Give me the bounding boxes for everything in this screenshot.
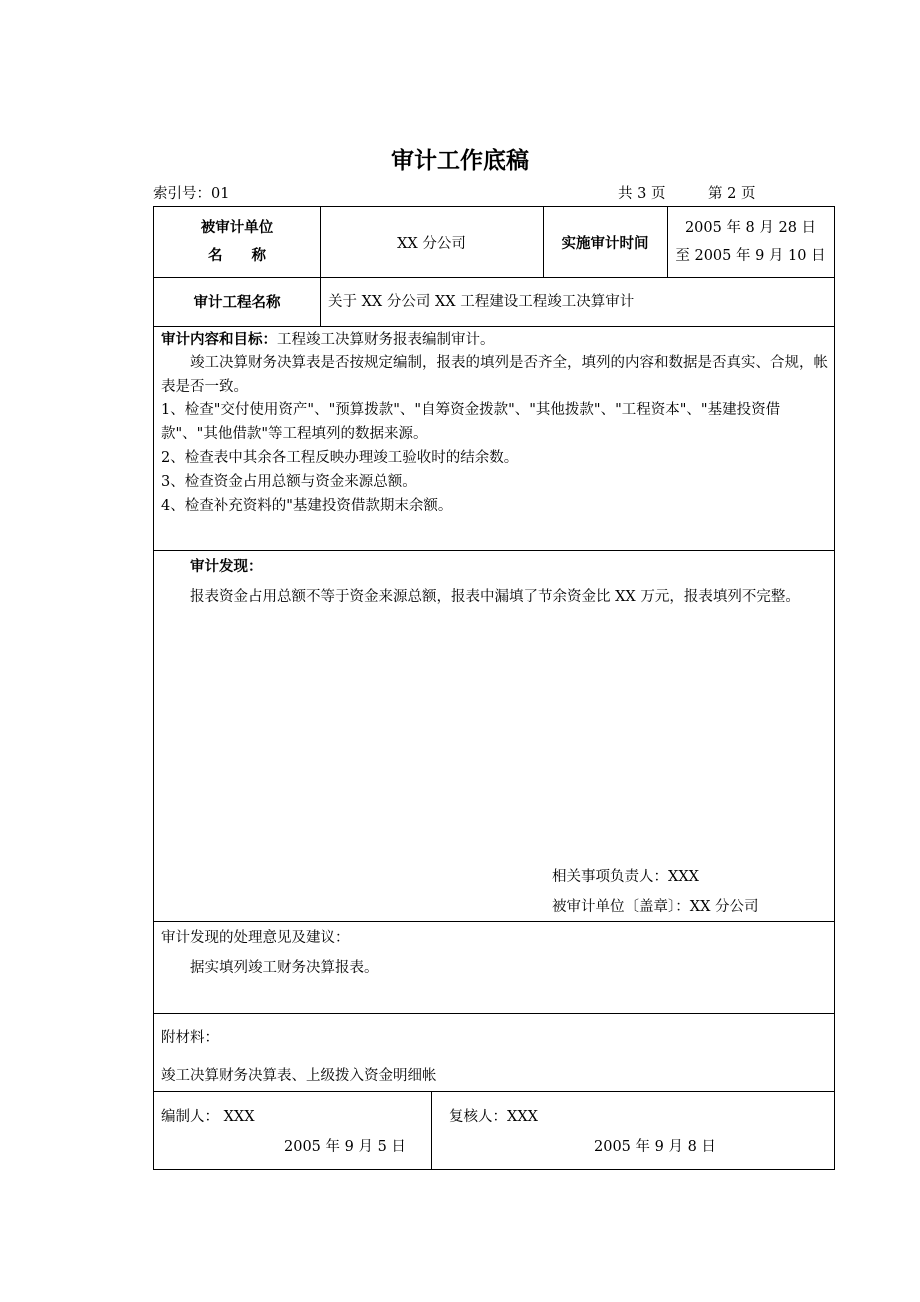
- audit-time-label: 实施审计时间: [561, 235, 649, 252]
- findings-text: 报表资金占用总额不等于资金来源总额，报表中漏填了节余资金比 XX 万元，报表填列不完整。: [190, 589, 800, 605]
- audited-unit-label-line1: 被审计单位: [200, 220, 274, 236]
- findings-heading: 审计发现：: [190, 559, 263, 575]
- suggestions-text: 据实填列竣工财务决算报表。: [190, 960, 379, 976]
- content-heading-line: [161, 330, 495, 350]
- reviewer: 复核人：XXX: [449, 1109, 538, 1125]
- content-heading: 审计内容和目标：: [161, 332, 277, 348]
- page-current: 第 2 页: [708, 186, 756, 202]
- audited-unit-value: XX 分公司: [397, 235, 466, 252]
- page-title: 审计工作底稿: [391, 148, 529, 174]
- row-divider: [154, 326, 834, 327]
- content-intro: 竣工决算财务决算表是否按规定编制，报表的填列是否齐全，填列的内容和数据是否真实、合规，帐表是否一致。: [161, 355, 828, 395]
- content-item-3: 3、检查资金占用总额与资金来源总额。: [161, 474, 417, 490]
- reviewer-date: 2005 年 9 月 8 日: [594, 1139, 716, 1155]
- row-divider: [154, 550, 834, 551]
- audited-unit-seal: 被审计单位〔盖章〕：XX 分公司: [552, 899, 759, 915]
- audited-unit-label-line2: 名 称: [208, 248, 266, 264]
- suggestions-heading: 审计发现的处理意见及建议：: [161, 930, 350, 946]
- workpaper-table: [153, 206, 835, 1170]
- preparer-date: 2005 年 9 月 5 日: [284, 1139, 406, 1155]
- col-divider: [431, 1091, 432, 1170]
- project-label: 审计工程名称: [193, 295, 281, 311]
- responsible-person: 相关事项负责人：XXX: [552, 869, 699, 885]
- content-item-4: 4、检查补充资料的"基建投资借款期末余额。: [161, 498, 453, 514]
- project-value: 关于 XX 分公司 XX 工程建设工程竣工决算审计: [328, 294, 635, 310]
- preparer: 编制人： XXX: [161, 1109, 255, 1125]
- content-item-1: 1、检查"交付使用资产"、"预算拨款"、"自筹资金拨款"、"其他拨款"、"工程资本"、"基建投资借款"、"其他借款"等工程填列的数据来源。: [161, 402, 781, 442]
- page-total: 共 3 页: [618, 186, 666, 202]
- audited-unit-label: [154, 207, 320, 277]
- row-divider: [154, 1091, 834, 1092]
- row-divider: [154, 921, 834, 922]
- attachments-heading: 附材料：: [161, 1030, 219, 1046]
- audit-time-to: 至 2005 年 9 月 10 日: [675, 248, 826, 264]
- index-number: 索引号：01: [153, 186, 230, 202]
- attachments-text: 竣工决算财务决算表、上级拨入资金明细帐: [161, 1068, 437, 1084]
- audit-time-from: 2005 年 8 月 28 日: [684, 220, 817, 236]
- content-heading-text: 工程竣工决算财务报表编制审计。: [277, 332, 495, 348]
- audit-time-value: [667, 207, 834, 277]
- row-divider: [154, 1013, 834, 1014]
- content-item-2: 2、检查表中其余各工程反映办理竣工验收时的结余数。: [161, 450, 519, 466]
